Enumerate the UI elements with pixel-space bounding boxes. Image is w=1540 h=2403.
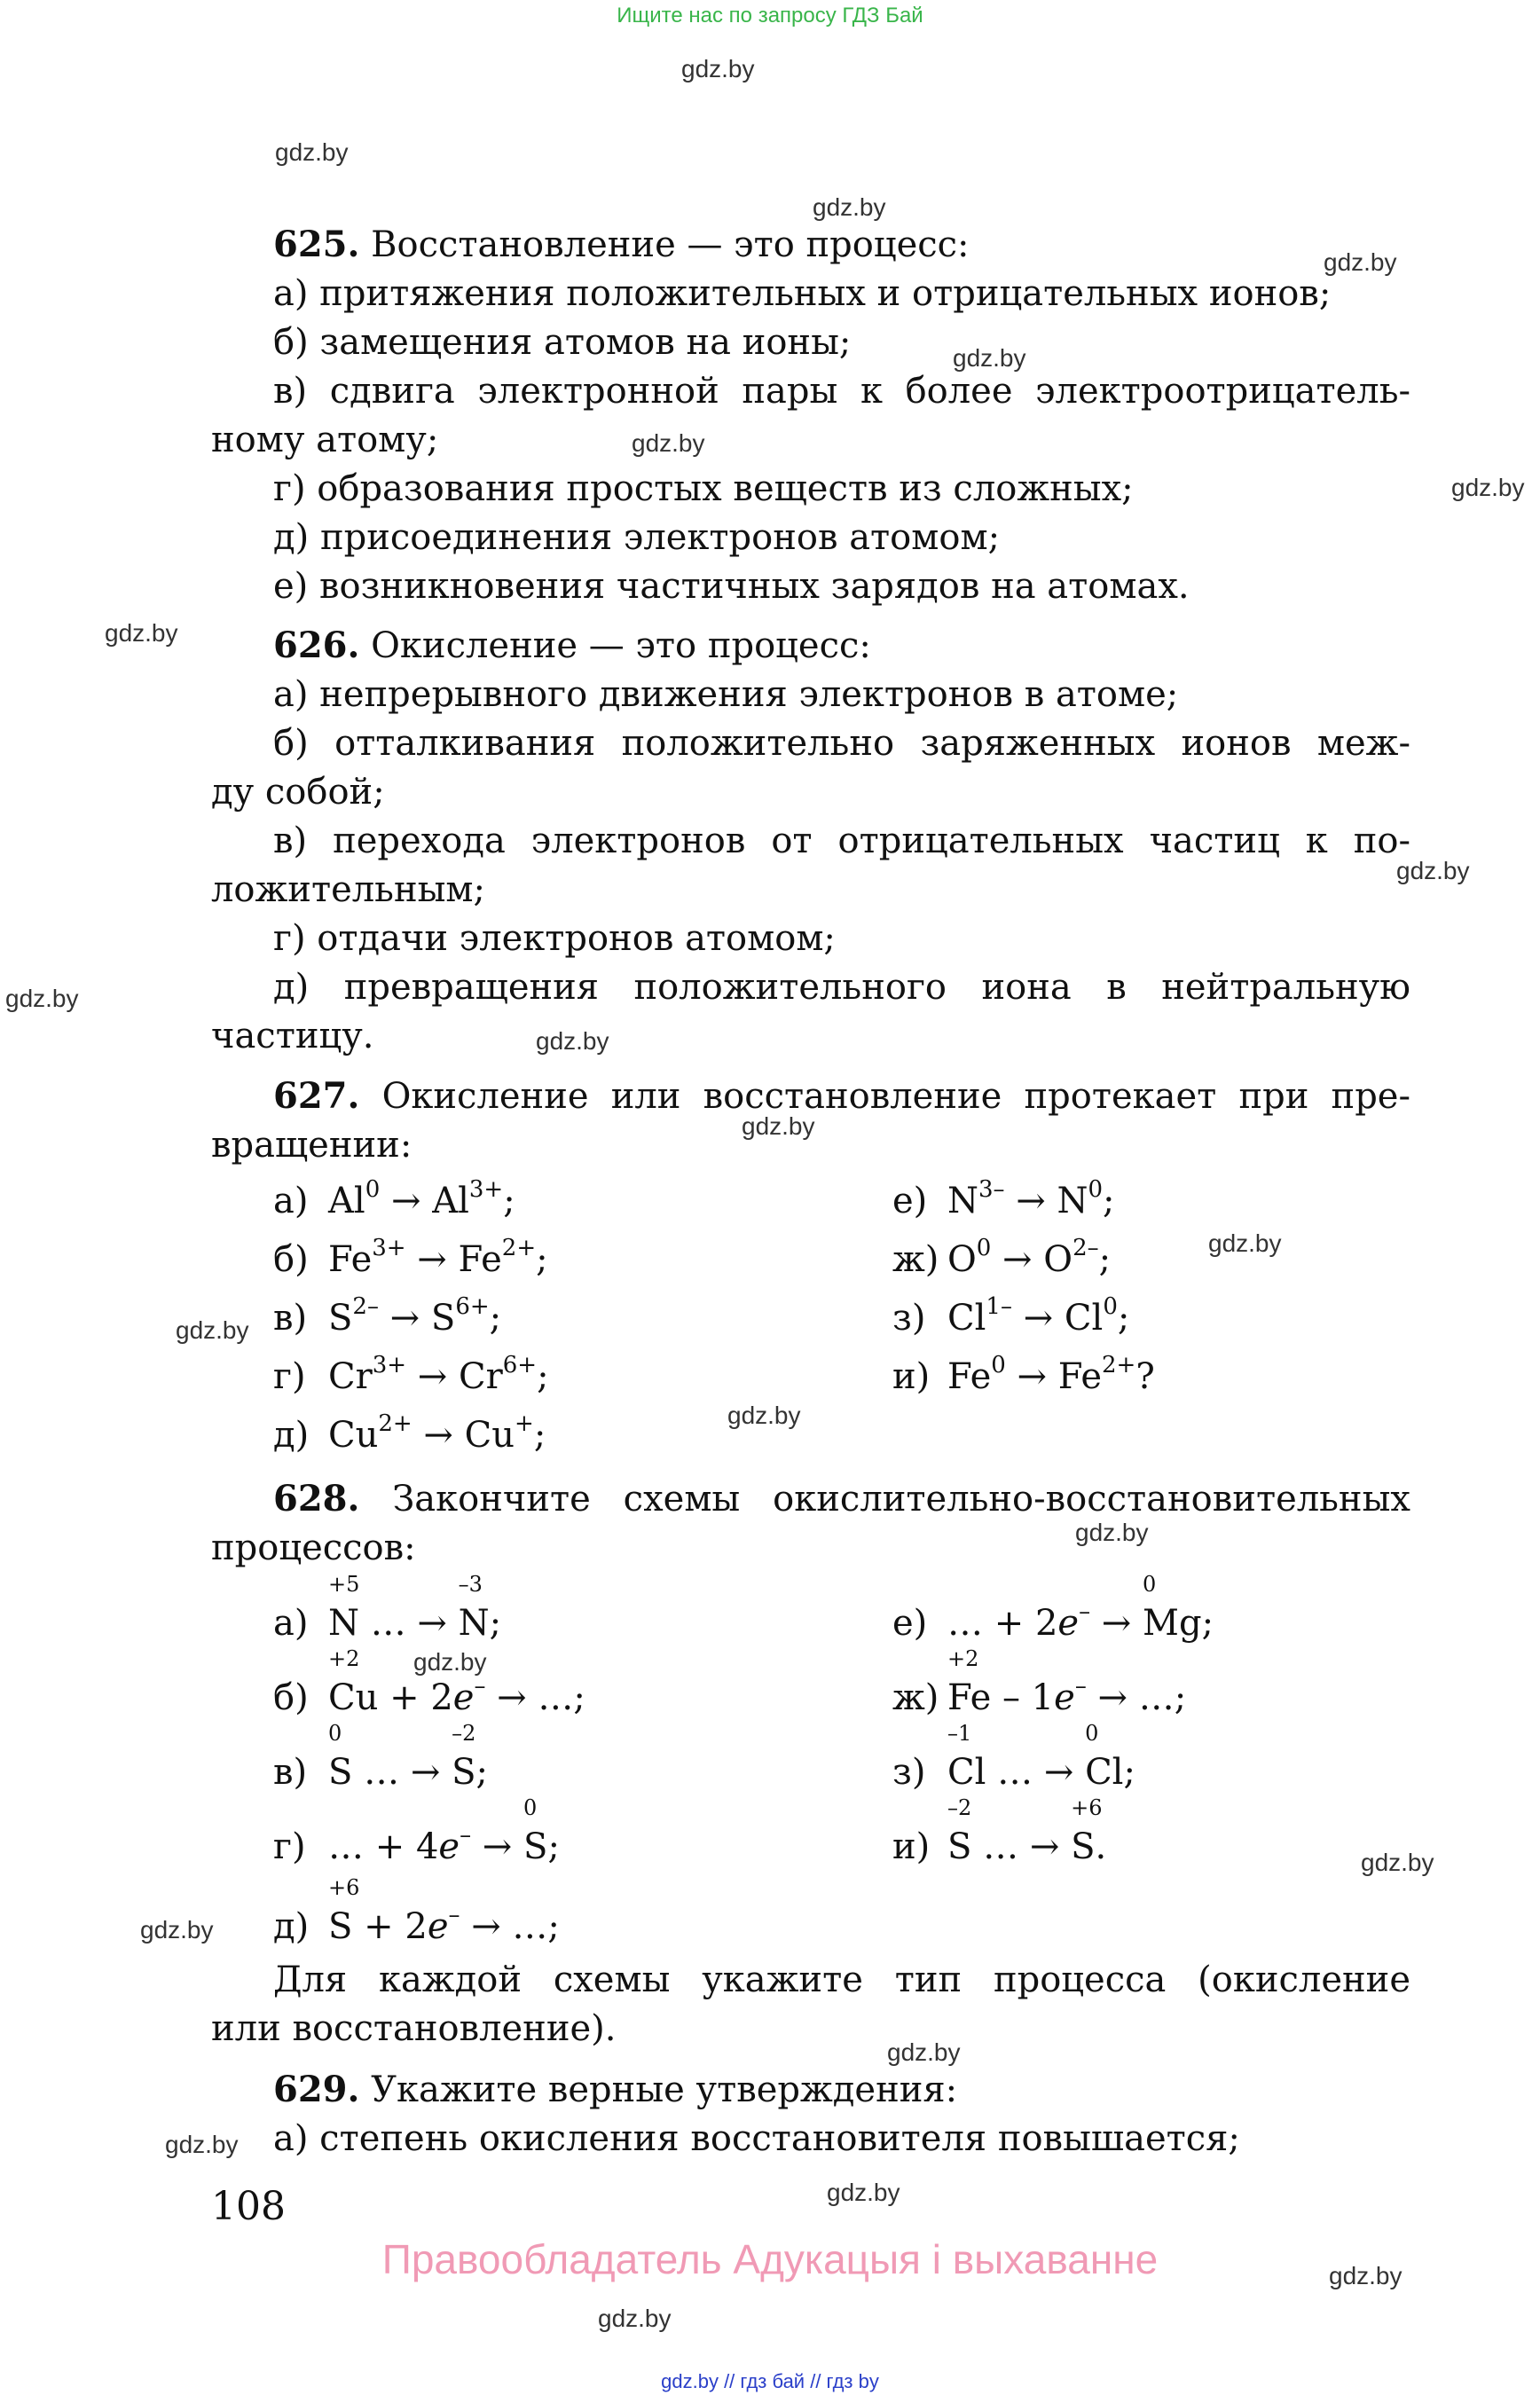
q629-option-a: а) степень окисления восстановителя повышается;: [273, 2118, 1240, 2159]
q625-option-b: б) замещения атомов на ионы;: [273, 322, 852, 363]
q628-text-cont: процессов:: [211, 1527, 416, 1568]
q626-option-d: д) превращения положительного иона в нейтральную: [273, 967, 1410, 1008]
q626-option-d-cont: частицу.: [211, 1016, 374, 1056]
q628-text: Закончите схемы окислительно-восстановительных: [392, 1479, 1410, 1520]
q625-option-g: г) образования простых веществ из сложных;: [273, 468, 1134, 509]
q625-text: Восстановление — это процесс:: [371, 224, 970, 265]
q627-item: и) $Fe^0 \to Fe^{2+}$?: [892, 1351, 1155, 1397]
q628-scheme-d: д) +6 S + 2e– → …;: [273, 1875, 560, 1947]
q628-scheme-z: з) –1 Cl … → 0 Cl;: [892, 1721, 1135, 1793]
q625-option-v: в) сдвига электронной пары к более электроотрицатель-: [273, 371, 1410, 412]
watermark: gdz.by: [140, 1916, 214, 1944]
q627-item: д) $Cu^{2+} \to Cu^+$;: [273, 1410, 546, 1456]
watermark: gdz.by: [887, 2038, 961, 2066]
watermark: gdz.by: [176, 1316, 249, 1344]
q628-scheme-g: г) … + 4e– → 0 S;: [273, 1795, 560, 1867]
bottom-banner[interactable]: gdz.by // гдз бай // гдз by: [661, 2370, 879, 2392]
q626-option-a: а) непрерывного движения электронов в атоме;: [273, 674, 1179, 715]
q626-title: [273, 623, 1410, 669]
watermark: gdz.by: [413, 1648, 487, 1676]
q627-title: [273, 1073, 1410, 1119]
watermark: gdz.by: [165, 2131, 239, 2158]
watermark: gdz.by: [1075, 1519, 1149, 1546]
q626-option-b: б) отталкивания положительно заряженных ионов меж-: [273, 723, 1410, 764]
watermark: gdz.by: [727, 1402, 801, 1429]
page-number: 108: [211, 2184, 286, 2229]
q625-option-e: е) возникновения частичных зарядов на атомах.: [273, 566, 1190, 607]
q629-text: Укажите верные утверждения:: [371, 2069, 958, 2110]
watermark: gdz.by: [1208, 1229, 1282, 1257]
q627-number: 627.: [273, 1075, 360, 1117]
q627-item: з) $Cl^{1-} \to Cl^0$;: [892, 1292, 1130, 1339]
q627-item: а) $Al^0 \to Al^{3+}$;: [273, 1175, 515, 1221]
q625-title: [273, 222, 1410, 268]
q627-item: в) $S^{2-} \to S^{6+}$;: [273, 1292, 502, 1339]
q628-scheme-b: б) +2 Cu + 2e– → …;: [273, 1646, 585, 1718]
watermark: gdz.by: [742, 1112, 815, 1140]
watermark: gdz.by: [1396, 857, 1470, 884]
q628-scheme-a: а) +5 N … → –3 N;: [273, 1572, 502, 1644]
q626-option-b-cont: ду собой;: [211, 772, 385, 813]
watermark: gdz.by: [105, 619, 178, 647]
q626-option-v: в) перехода электронов от отрицательных частиц к по-: [273, 821, 1410, 861]
q629-number: 629.: [273, 2069, 360, 2110]
q628-title: [273, 1476, 1410, 1522]
q625-option-v-cont: ному атому;: [211, 420, 439, 460]
q628-note: Для каждой схемы укажите тип процесса (окисление: [273, 1959, 1410, 2000]
watermark: gdz.by: [1329, 2262, 1402, 2289]
watermark: gdz.by: [1361, 1849, 1434, 1876]
q626-text: Окисление — это процесс:: [371, 625, 871, 666]
q627-item: г) $Cr^{3+} \to Cr^{6+}$;: [273, 1351, 549, 1397]
q628-scheme-i: и) –2 S … → +6 S.: [892, 1795, 1107, 1867]
watermark: gdz.by: [632, 429, 705, 457]
q627-item: ж) $O^0 \to O^{2-}$;: [892, 1234, 1112, 1280]
q628-note-cont: или восстановление).: [211, 2008, 617, 2049]
q626-number: 626.: [273, 624, 360, 666]
q625-option-a: а) притяжения положительных и отрицательных ионов;: [273, 273, 1332, 314]
q629-title: [273, 2067, 1410, 2113]
q628-scheme-zh: ж) +2 Fe – 1e– → …;: [892, 1646, 1187, 1718]
q627-item: б) $Fe^{3+} \to Fe^{2+}$;: [273, 1234, 548, 1280]
watermark: gdz.by: [827, 2179, 900, 2206]
watermark: gdz.by: [536, 1027, 609, 1055]
q627-text-cont: вращении:: [211, 1125, 412, 1166]
q628-scheme-v: в) 0 S … → –2 S;: [273, 1721, 488, 1793]
watermark: gdz.by: [5, 985, 79, 1012]
rights-holder: Правообладатель Адукацыя і выхаванне: [381, 2236, 1159, 2282]
watermark: gdz.by: [598, 2305, 672, 2332]
watermark: gdz.by: [275, 138, 349, 166]
q627-text: Окисление или восстановление протекает при пре-: [381, 1076, 1410, 1117]
watermark: gdz.by: [1451, 474, 1525, 501]
watermark: gdz.by: [1324, 248, 1397, 276]
top-banner[interactable]: Ищите нас по запросу ГДЗ Бай: [617, 4, 923, 27]
q625-number: 625.: [273, 224, 360, 265]
q626-option-g: г) отдачи электронов атомом;: [273, 918, 836, 959]
watermark: gdz.by: [953, 344, 1026, 372]
q625-option-d: д) присоединения электронов атомом;: [273, 517, 1001, 558]
q627-item: е) $N^{3-} \to N^0$;: [892, 1175, 1115, 1221]
watermark: gdz.by: [813, 193, 886, 221]
watermark: gdz.by: [681, 55, 755, 82]
q628-number: 628.: [273, 1478, 360, 1520]
q626-option-v-cont: ложительным;: [211, 869, 486, 910]
q628-scheme-e: е) … + 2e– → 0 Mg;: [892, 1572, 1214, 1644]
